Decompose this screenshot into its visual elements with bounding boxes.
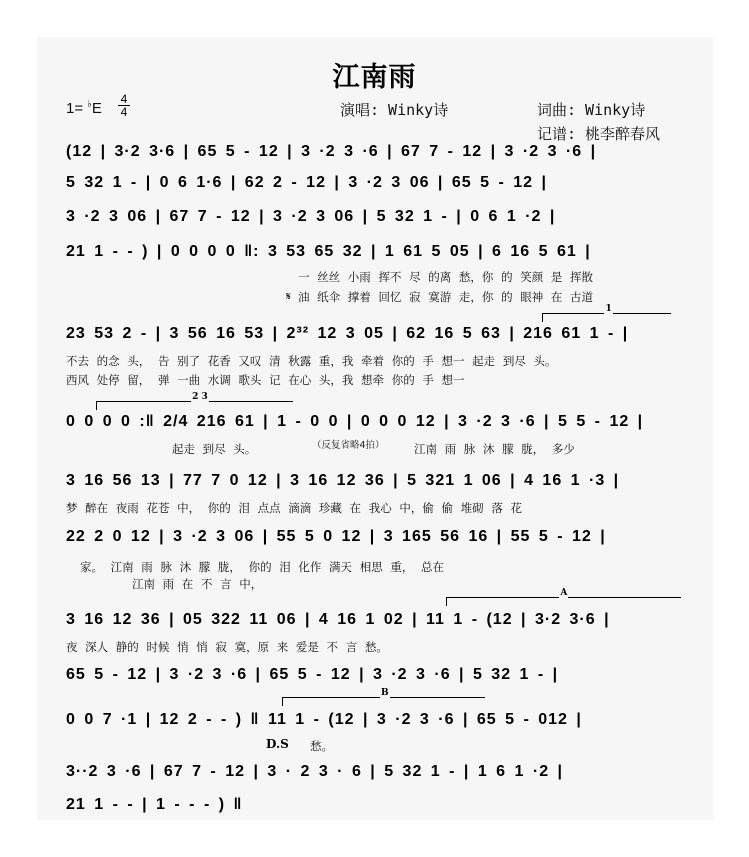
notation: 3 16 56 13 | 77 7 0 12 | 3 16 12 36 | 5 321 1 06 | 4 16 1 ·3 | — [66, 472, 620, 489]
volta-bracket-a: A — [446, 597, 681, 606]
lyrics-verse-2: 油 纸伞 撑着 回忆 寂 寞游 走，你 的 眼神 在 古道 — [298, 290, 594, 304]
notation: 0 0 0 0 :‖ 2/4 216 61 | 1 - 0 0 | 0 0 0 12 | 3 ·2 3 ·6 | 5 5 - 12 | — [66, 413, 644, 430]
notation: 3 ·2 3 06 | 67 7 - 12 | 3 ·2 3 06 | 5 32 1 - | 0 6 1 ·2 | — [66, 208, 556, 225]
time-signature — [118, 93, 130, 118]
singer-credit: 演唱: Winky诗 — [340, 101, 449, 119]
volta-bracket-b: B — [282, 697, 485, 706]
notation: 3··2 3 ·6 | 67 7 - 12 | 3 · 2 3 · 6 | 5 32 1 - | 1 6 1 ·2 | — [66, 763, 564, 780]
score-line-8 — [66, 528, 676, 591]
score-line-2 — [66, 174, 676, 200]
score-line-4 — [66, 243, 676, 304]
key-signature — [66, 99, 102, 117]
segno-icon: 𝄋 — [286, 289, 291, 303]
lyrics-verse-1: 一 丝丝 小雨 挥不 尽 的离 愁，你 的 笑颜 是 挥散 — [298, 270, 594, 284]
score-line-7 — [66, 472, 676, 515]
score-line-11 — [66, 688, 676, 753]
volta-bracket-1: 1 — [542, 313, 671, 322]
composer-credit: 词曲: Winky诗 — [537, 101, 646, 119]
lyrics-verse-2: 西风 处停 留， 弹 一曲 水调 歌头 记 在心 头，我 想牵 你的 手 想一 — [66, 373, 465, 387]
notation: 65 5 - 12 | 3 ·2 3 ·6 | 65 5 - 12 | 3 ·2 3 ·6 | 5 32 1 - | — [66, 666, 559, 683]
notation: 22 2 0 12 | 3 ·2 3 06 | 55 5 0 12 | 3 165 56 16 | 55 5 - 12 | — [66, 528, 606, 545]
dal-segno-mark: D.S — [266, 737, 289, 751]
transcriber-credit: 记谱: 桃李醉春风 — [537, 125, 661, 143]
score-line-3 — [66, 208, 676, 234]
lyrics-verse-1: 起走 到尽 头。 — [172, 442, 257, 456]
volta-bracket-2-3: 2 3 — [96, 401, 293, 410]
lyrics-verse-1: 梦 醉在 夜雨 花苍 中， 你的 泪 点点 滴滴 珍藏 在 我心 中，偷 偷 堆砌 落 花 — [66, 501, 522, 515]
repeat-note: （反复省略4拍） — [312, 440, 385, 451]
time-top: 4 — [120, 92, 128, 106]
score-line-13 — [66, 796, 676, 822]
lyrics-verse-2: 江南 雨 在 不 言 中， — [132, 577, 263, 591]
notation: 21 1 - - ) | 0 0 0 0 ‖: 3 53 65 32 | 1 61 5 05 | 6 16 5 61 | — [66, 243, 591, 260]
lyrics-verse-1: 家。 江南 雨 脉 沐 朦 胧， 你的 泪 化作 满天 相思 重， 总在 — [80, 560, 445, 574]
score-line-10 — [66, 666, 676, 692]
score-line-6 — [66, 392, 676, 456]
notation: 0 0 7 ·1 | 12 2 - - ) ‖ 11 1 - (12 | 3 ·2 3 ·6 | 65 5 - 012 | — [66, 711, 582, 728]
notation: 5 32 1 - | 0 6 1·6 | 62 2 - 12 | 3 ·2 3 06 | 65 5 - 12 | — [66, 174, 547, 191]
lyrics-verse-1: 愁。 — [310, 739, 333, 753]
notation: (12 | 3·2 3·6 | 65 5 - 12 | 3 ·2 3 ·6 | 67 7 - 12 | 3 ·2 3 ·6 | — [66, 143, 597, 160]
lyrics-verse-1: 夜 深人 静的 时候 悄 悄 寂 寞，原 来 爱是 不 言 愁。 — [66, 640, 388, 654]
key-note: E — [91, 100, 102, 117]
notation: 23 53 2 - | 3 56 16 53 | 2³² 12 3 05 | 62 16 5 63 | 216 61 1 - | — [66, 325, 629, 342]
time-bottom: 4 — [118, 105, 130, 118]
notation: 21 1 - - | 1 - - - ) ‖ — [66, 796, 243, 813]
score-line-9 — [66, 588, 676, 654]
notation: 3 16 12 36 | 05 322 11 06 | 4 16 1 02 | 11 1 - (12 | 3·2 3·6 | — [66, 611, 610, 628]
key-label: 1= — [66, 100, 84, 117]
song-title: 江南雨 — [332, 62, 417, 93]
score-line-1 — [66, 143, 676, 169]
flat-symbol: ♭ — [87, 99, 92, 110]
lyrics-verse-1: 不去 的念 头， 告 别了 花香 又叹 清 秋露 重，我 牵着 你的 手 想一 起走 到尽 头。 — [66, 354, 557, 368]
lyrics-chorus: 江南 雨 脉 沐 朦 胧， 多少 — [414, 442, 575, 456]
score-line-12 — [66, 763, 676, 789]
score-line-5 — [66, 304, 676, 387]
